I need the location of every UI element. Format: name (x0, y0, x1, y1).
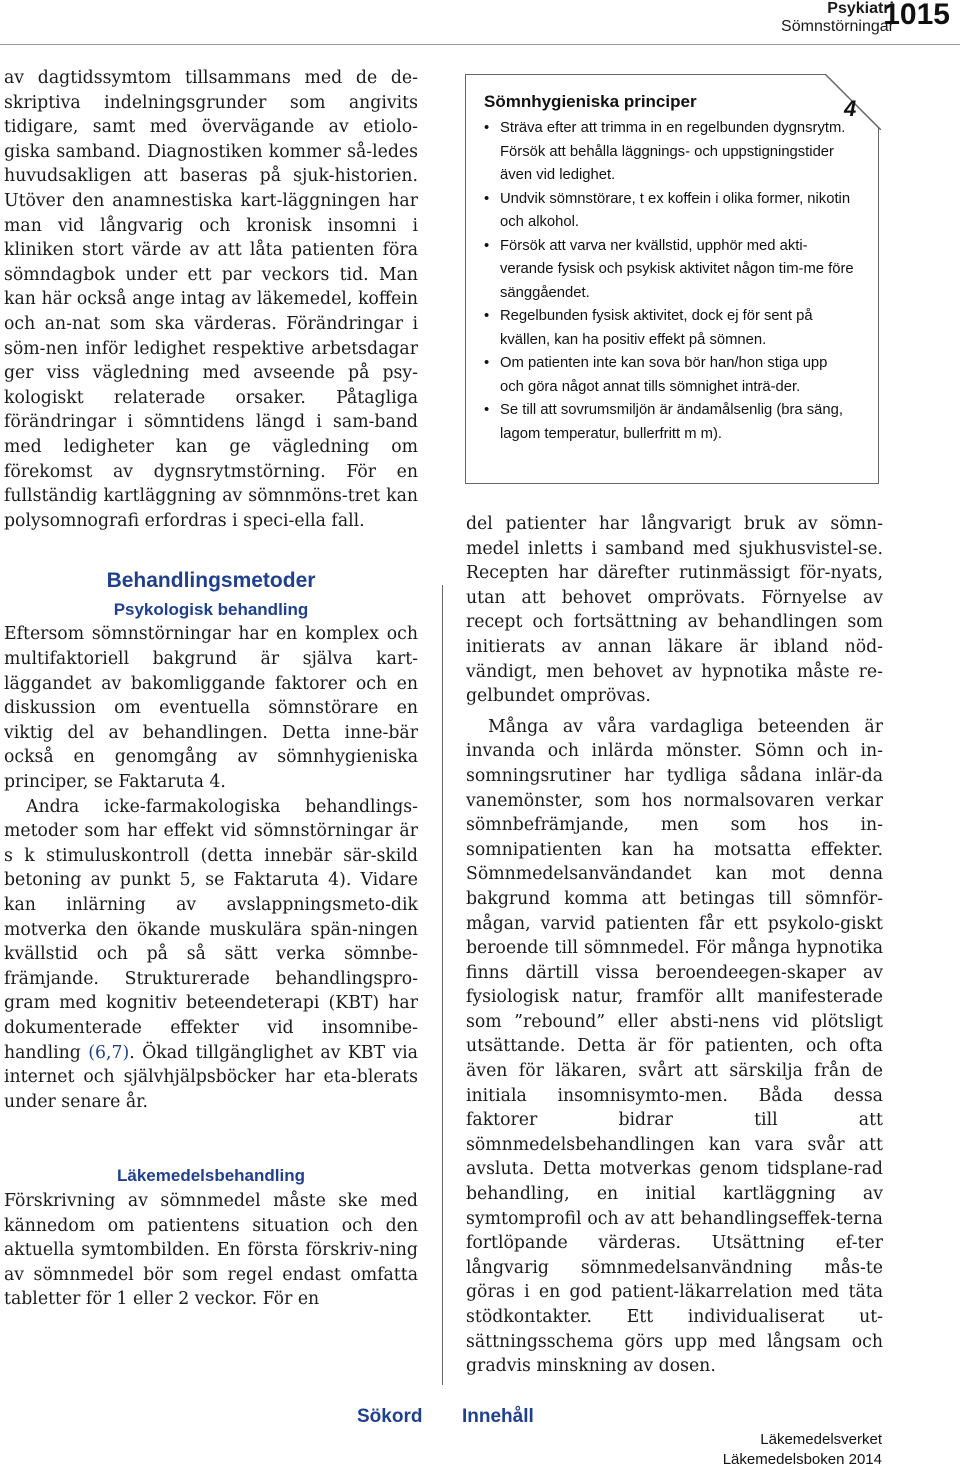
reference-link[interactable]: (6,7) (88, 1042, 130, 1063)
list-item: • Se till att sovrumsmiljön är ändamålsenlig (bra säng, lagom temperatur, bullerfritt m m). (484, 399, 854, 446)
list-item: • Försök att varva ner kvällstid, upphör med akti-verande fysisk och psykisk aktivitet någon tim-me före sänggåendet. (484, 235, 854, 306)
section-heading-treatment: Behandlingsmetoder (106, 569, 316, 593)
fact-box-list (484, 117, 854, 446)
header-category: Psykiatri (827, 0, 894, 17)
running-header (781, 0, 950, 36)
publisher-info (723, 1430, 882, 1470)
paragraph-psych-2: Andra icke-farmakologiska behandlings-metoder som har effekt vid sömnstörningar är s k stimuluskontroll (detta innebär sär-skild betoning av punkt 5, se Faktaruta 4). Vidare kan inlärning av avslappningsmeto-dik motverka den ökande muskulära spän-ningen kvällstid och på så sätt verka sömnbe-främjande. Strukturerade behandlingspro-gram med kognitiv beteendeterapi (KBT) har dokumenterade effekter vid insomnibe-handling (6,7). Ökad tillgänglighet av KBT via internet och självhjälpsböcker har eta-blerats under senare år. (4, 796, 418, 1112)
page-number: 1015 (883, 0, 950, 31)
column-divider (442, 585, 443, 1385)
list-item: • Undvik sömnstörare, t ex koffein i olika former, nikotin och alkohol. (484, 188, 854, 235)
publisher-name: Läkemedelsverket (760, 1431, 882, 1448)
header-rule (0, 44, 960, 45)
paragraph-prescription: del patienter har långvarigt bruk av sömn-medel inletts i samband med sjukhusvistel-se. Recepten har därefter rutinmässigt för-nyats, utan att behovet omprövats. Förnyelse av recept och fortsättning av behandlingen som initierats av annan läkare är ibland nöd-vändigt, men behovet av hypnotika måste re-gelbundet omprövas. (466, 514, 883, 707)
innehall-link[interactable]: Innehåll (462, 1406, 534, 1427)
list-item: • Sträva efter att trimma in en regelbunden dygnsrytm. Försök att behålla läggnings- och uppstigningstider även vid ledighet. (484, 117, 854, 188)
book-title: Läkemedelsboken 2014 (722, 1451, 882, 1468)
header-subcategory: Sömnstörningar (781, 18, 894, 35)
fact-box-title: Sömnhygieniska principer (484, 92, 697, 111)
sokord-link[interactable]: Sökord (357, 1406, 423, 1427)
left-column (4, 66, 418, 1312)
subheading-drug-treatment: Läkemedelsbehandling (117, 1166, 305, 1186)
fact-box-number: 4 (844, 96, 857, 121)
list-item: • Om patienten inte kan sova bör han/hon stiga upp och göra något annat tills sömnighet inträ-der. (484, 352, 854, 399)
paragraph-diagnostics: av dagtidssymtom tillsammans med de de-skriptiva indelningsgrunder som angivits tidigare, samt med övervägande av etiolo-giska samband. Diagnostiken kommer så-ledes huvudsakligen att baseras på sjuk-historien. Utöver den anamnestiska kart-läggningen har man vid långvarig och kronisk insomni i kliniken stort värde av att låta patienten föra sömndagbok under ett par veckors tid. Man kan här också ange intag av läkemedel, koffein och an-nat som ska värderas. Förändringar i söm-nen inför ledighet respektive arbetsdagar ger viss vägledning med avseende på psy-kologiskt relaterade orsaker. Påtagliga förändringar i sömntidens längd i sam-band med ledigheter kan ge vägledning om förekomst av dygnsrytmstörning. För en fullständig kartläggning av sömnmöns-tret kan polysomnografi erfordras i speci-ella fall. (4, 68, 418, 531)
subheading-psychological: Psykologisk behandling (113, 599, 309, 619)
paragraph-psych-1: Eftersom sömnstörningar har en komplex och multifaktoriell bakgrund är själva kart-läggandet av bakomliggande faktorer och en diskussion om eventuella sömnstörare en viktig del av behandlingen. Detta inne-bär också en genomgång av sömnhygieniska principer, se Faktaruta 4. (4, 624, 418, 793)
paragraph-drug-1: Förskrivning av sömnmedel måste ske med kännedom om patientens situation och den aktuella symtombilden. En första förskriv-ning av sömnmedel bör som regel endast omfatta tabletter för 1 eller 2 veckor. För en (4, 1190, 418, 1310)
list-item: • Regelbunden fysisk aktivitet, dock ej för sent på kvällen, kan ha positiv effekt på sömnen. (484, 305, 854, 352)
paragraph-habits: Många av våra vardagliga beteenden är invanda och inlärda mönster. Sömn och in-somningsrutiner har tydliga sådana inlär-da vanemönster, som hos normalsovaren verkar sömnbefrämjande, men som hos in-somnipatienten kan ha motsatta effekter. Sömnmedelsanvändandet kan mot denna bakgrund komma att betingas till sömnför-mågan, varvid patienten får ett psykolo-giskt beroende till sömnmedel. För många hypnotika finns därtill vissa beroendeegen-skaper av fysiologisk natur, framför allt manifesterade som ”rebound” eller absti-nens vid plötsligt utsättande. Detta är för patienten, och ofta även för läkaren, svårt att särskilja från de initiala insomnisymto-men. Båda dessa faktorer bidrar till att sömnmedelsbehandlingen kan vara svår att avsluta. Detta motverkas genom tidsplane-rad behandling, en initial kartläggning av symtomprofil och av att behandlingseffek-terna fortlöpande värderas. Utsättning ef-ter långvarig sömnmedelsanvändning mås-te göras i en god patient-läkarrelation med täta stödkontakter. Ett individualiserat ut-sättningsschema görs upp med långsam och gradvis minskning av dosen. (466, 716, 883, 1377)
right-column (466, 512, 883, 1379)
